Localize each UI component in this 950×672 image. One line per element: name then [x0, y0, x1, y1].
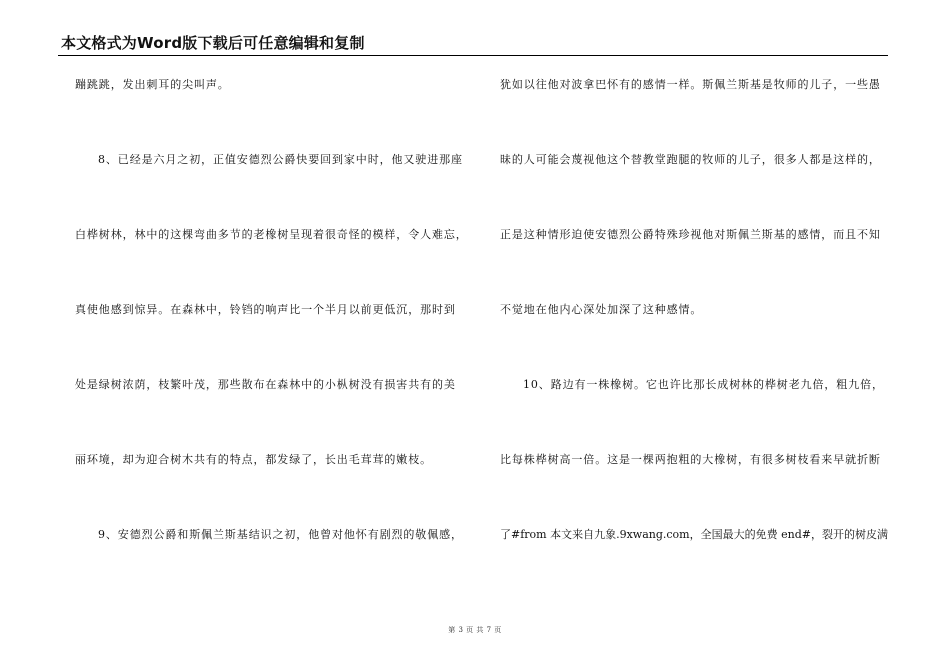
header-divider: [58, 55, 888, 56]
paragraph-line: 丽环境，却为迎合树木共有的特点，都发绿了，长出毛茸茸的嫩枝。: [75, 453, 432, 466]
paragraph-line: 比每株桦树高一倍。这是一棵两抱粗的大橡树，有很多树枝看来早就折断: [500, 453, 881, 466]
paragraph-line: 10、路边有一株橡树。它也许比那长成树林的桦树老九倍，粗九倍，: [523, 378, 884, 391]
paragraph-line: 正是这种情形迫使安德烈公爵特殊珍视他对斯佩兰斯基的感情，而且不知: [500, 228, 881, 241]
page-number-footer: 第 3 页 共 7 页: [448, 626, 502, 634]
paragraph-line: 了#from 本文来自九象.9xwang.com，全国最大的免费 end#，裂开的树皮满: [500, 528, 888, 541]
paragraph-line: 8、已经是六月之初，正值安德烈公爵快要回到家中时，他又驶进那座: [98, 153, 463, 166]
paragraph-line: 真使他感到惊异。在森林中，铃铛的响声比一个半月以前更低沉，那时到: [75, 303, 456, 316]
paragraph-line: 处是绿树浓荫，枝繁叶茂，那些散布在森林中的小枞树没有损害共有的美: [75, 378, 456, 391]
paragraph-line: 不觉地在他内心深处加深了这种感情。: [500, 303, 703, 316]
paragraph-line: 蹦跳跳，发出刺耳的尖叫声。: [75, 78, 230, 91]
document-header-title: 本文格式为Word版下载后可任意编辑和复制: [61, 34, 365, 52]
paragraph-line: 9、安德烈公爵和斯佩兰斯基结识之初，他曾对他怀有剧烈的敬佩感，: [98, 528, 463, 541]
paragraph-line: 犹如以往他对波拿巴怀有的感情一样。斯佩兰斯基是牧师的儿子，一些愚: [500, 78, 881, 91]
paragraph-line: 白桦树林，林中的这棵弯曲多节的老橡树呈现着很奇怪的模样，令人难忘，: [75, 228, 468, 241]
paragraph-line: 昧的人可能会蔑视他这个替教堂跑腿的牧师的儿子，很多人都是这样的，: [500, 153, 881, 166]
